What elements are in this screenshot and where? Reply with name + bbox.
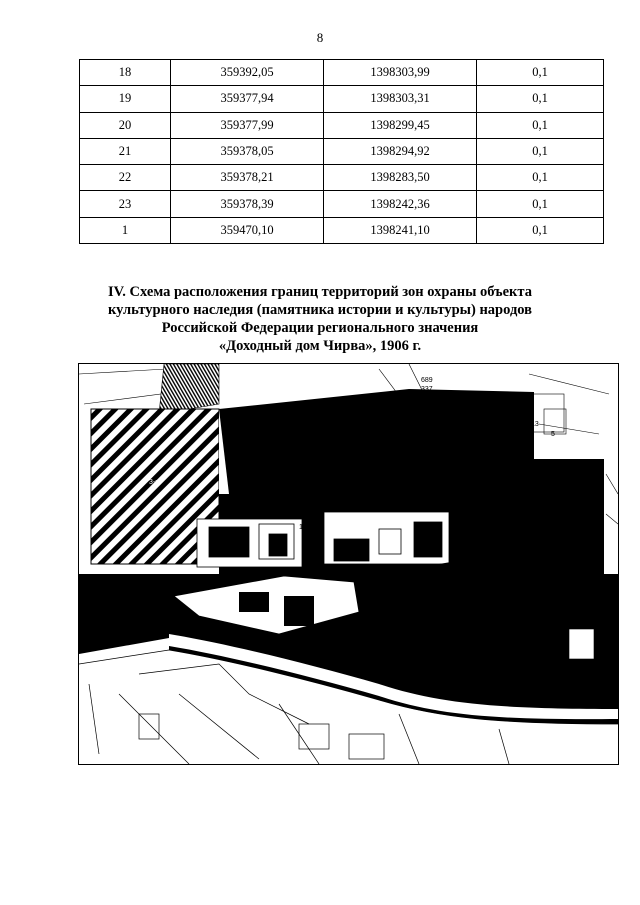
height-mark-label: 337: [421, 386, 433, 393]
table-row: [80, 138, 604, 164]
heading-line: культурного наследия (памятника истории и культуры) народов: [107, 302, 533, 318]
table-cell-point: 22: [80, 165, 171, 191]
table-cell-y: 1398303,99: [324, 60, 477, 86]
table-cell-point: 19: [80, 86, 171, 112]
table-row: [80, 86, 604, 112]
table-row: [80, 60, 604, 86]
heading-line: Российской Федерации регионального значения: [161, 320, 479, 336]
table-cell-error: 0,1: [477, 112, 604, 138]
table-cell-x: 359378,21: [171, 165, 324, 191]
table-cell-error: 0,1: [477, 165, 604, 191]
table-row: [80, 165, 604, 191]
table-cell-y: 1398242,36: [324, 191, 477, 217]
coordinates-table: [79, 59, 604, 244]
table-cell-x: 359378,39: [171, 191, 324, 217]
zone-boundary-map: [78, 363, 619, 765]
height-mark-label: 689: [421, 377, 433, 384]
table-cell-point: 23: [80, 191, 171, 217]
section-heading: [80, 283, 560, 355]
table-cell-x: 359377,94: [171, 86, 324, 112]
table-row: [80, 112, 604, 138]
table-cell-error: 0,1: [477, 191, 604, 217]
table-cell-y: 1398299,45: [324, 112, 477, 138]
building-number-label: 5: [551, 431, 555, 438]
table-cell-error: 0,1: [477, 138, 604, 164]
table-cell-error: 0,1: [477, 60, 604, 86]
table-cell-error: 0,1: [477, 217, 604, 243]
table-cell-x: 359377,99: [171, 112, 324, 138]
table-cell-x: 359470,10: [171, 217, 324, 243]
table-cell-y: 1398294,92: [324, 138, 477, 164]
table-cell-error: 0,1: [477, 86, 604, 112]
heading-line: «Доходный дом Чирва», 1906 г.: [218, 338, 422, 354]
fine-hatched-area: [159, 364, 219, 414]
table-cell-y: 1398241,10: [324, 217, 477, 243]
building-number-label: 13: [531, 421, 539, 428]
page-number: 8: [316, 30, 324, 45]
table-cell-point: 20: [80, 112, 171, 138]
building-number-label: 16: [299, 524, 307, 531]
table-cell-point: 18: [80, 60, 171, 86]
table-cell-y: 1398283,50: [324, 165, 477, 191]
table-row: [80, 191, 604, 217]
heading-line: IV. Схема расположения границ территорий зон охраны объекта: [108, 284, 532, 300]
table-cell-x: 359378,05: [171, 138, 324, 164]
zone-label: 3-н: [149, 479, 160, 486]
map-drawing: [79, 364, 618, 764]
table-row: [80, 217, 604, 243]
table-cell-point: 1: [80, 217, 171, 243]
table-cell-point: 21: [80, 138, 171, 164]
table-cell-y: 1398303,31: [324, 86, 477, 112]
table-cell-x: 359392,05: [171, 60, 324, 86]
